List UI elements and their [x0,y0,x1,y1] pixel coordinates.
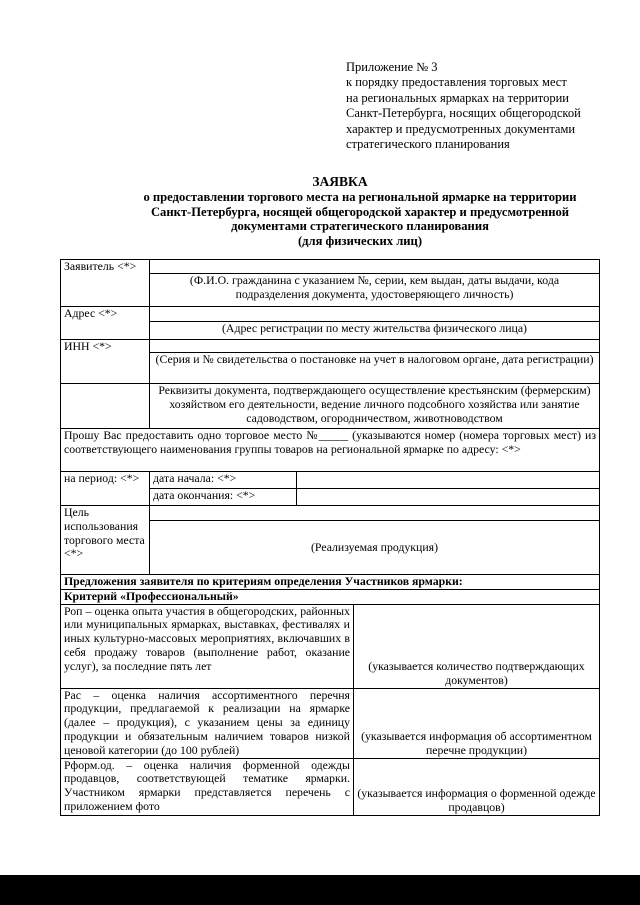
purpose-field[interactable] [150,506,600,521]
appendix-block [346,60,636,152]
applicant-hint: (Ф.И.О. гражданина с указанием №, серии, кем выдан, даты выдачи, кода подразделения документа, удостоверяющего личность) [150,274,600,307]
inn-label: ИНН <*> [61,340,150,384]
subtitle-line: о предоставлении торгового места на региональной ярмарке на территории [143,190,577,204]
document-title: ЗАЯВКА [312,174,368,189]
criterion-header: Критерий «Профессиональный» [61,589,600,604]
purpose-hint: (Реализуемая продукция) [150,521,600,575]
proposals-header: Предложения заявителя по критериям определения Участников ярмарки: [61,575,600,590]
criterion-rform-description: Рформ.од. – оценка наличия форменной одежды продавцов, соответствующей тематике ярмарки. Участником ярмарки представляется перечень с приложением фото [61,758,354,815]
start-date-field[interactable] [297,472,600,489]
appendix-line: Санкт-Петербурга, носящих общегородской [346,106,581,121]
document-subtitle [110,190,610,248]
criterion-ras-hint[interactable]: (указывается информация об ассортиментном перечне продукции) [354,688,600,758]
criterion-rform-hint[interactable]: (указывается информация о форменной одежде продавцов) [354,758,600,815]
criterion-ras-description: Рас – оценка наличия ассортиментного перечня продукции, предлагаемой к реализации на ярмарке (далее – продукция), с указанием цены за единицу продукции и обязательным наличием товаров низкой ценовой категории (до 100 рублей) [61,688,354,758]
appendix-line: на региональных ярмарках на территории [346,90,569,105]
period-label: на период: <*> [61,472,150,506]
end-date-field[interactable] [297,489,600,506]
subtitle-line: Санкт-Петербурга, носящей общегородской характер и предусмотренной [150,204,570,219]
farm-doc-empty-cell [61,384,150,429]
purpose-label: Цель использования торгового места <*> [61,506,150,575]
appendix-line: стратегического планирования [346,137,510,152]
inn-field[interactable] [150,340,600,353]
scan-bottom-edge [0,875,640,905]
subtitle-line: (для физических лиц) [297,233,423,248]
start-date-label: дата начала: <*> [150,472,297,489]
criterion-rop-hint[interactable]: (указывается количество подтверждающих документов) [354,604,600,688]
address-label: Адрес <*> [61,307,150,340]
address-field[interactable] [150,307,600,322]
applicant-field[interactable] [150,260,600,274]
appendix-line: к порядку предоставления торговых мест [346,75,567,90]
appendix-line: Приложение № 3 [346,60,438,74]
end-date-label: дата окончания: <*> [150,489,297,506]
inn-hint: (Серия и № свидетельства о постановке на учет в налоговом органе, дата регистрации) [150,353,600,384]
applicant-label: Заявитель <*> [61,260,150,307]
request-text: Прошу Вас предоставить одно торговое место №_____ (указываются номер (номера торговых мест) из соответствующего наименования группы товаров на региональной ярмарке по адресу: <*> [61,429,600,472]
address-hint: (Адрес регистрации по месту жительства физического лица) [150,322,600,340]
farm-document-hint: Реквизиты документа, подтверждающего осуществление крестьянским (фермерским) хозяйством его деятельности, ведение личного подсобного хозяйства или занятие садоводством, огородничеством, животноводством [150,384,600,429]
subtitle-line: документами стратегического планирования [231,219,489,234]
criterion-rop-description: Роп – оценка опыта участия в общегородских, районных или муниципальных ярмарках, выставках, фестивалях и иных культурно-массовых мероприятиях, включавших в себя продажу товаров (выполнение работ, оказание услуг), за последние пять лет [61,604,354,688]
application-form-table [60,259,600,816]
appendix-line: характер и предусмотренных документами [346,121,576,136]
